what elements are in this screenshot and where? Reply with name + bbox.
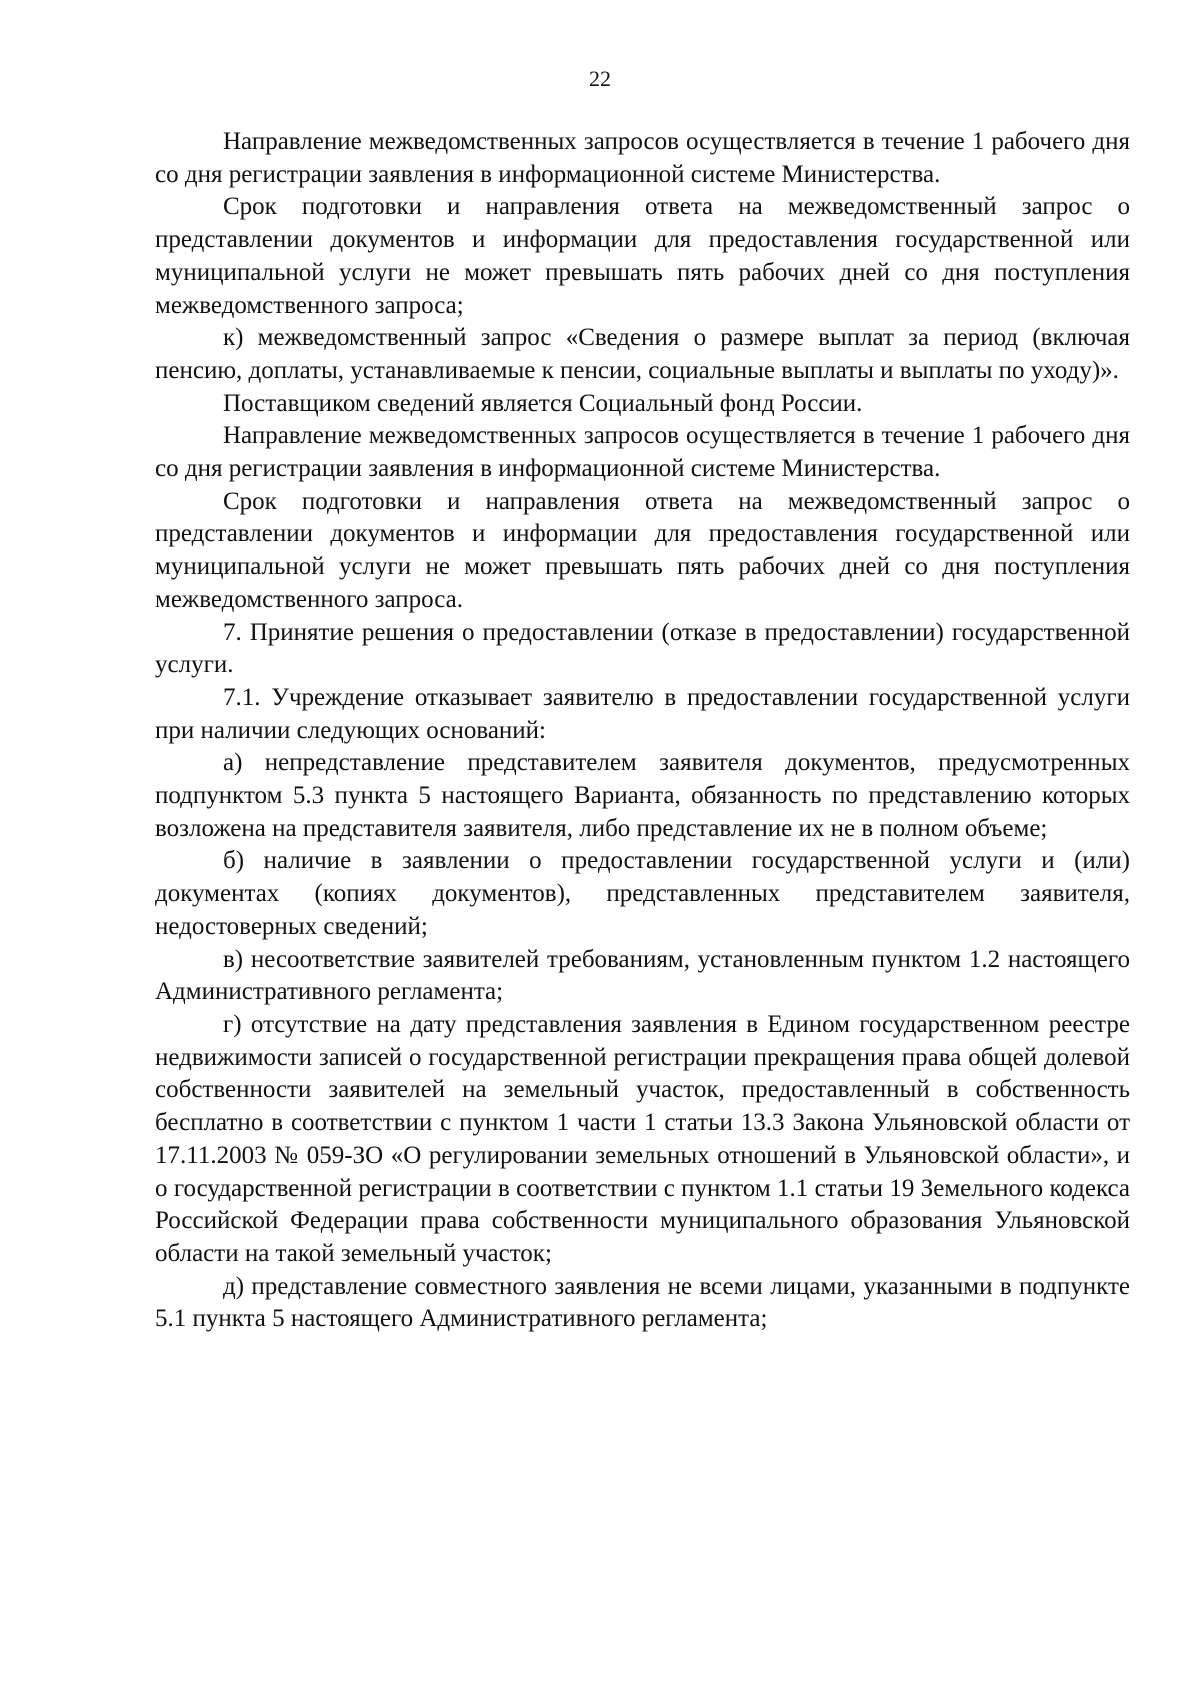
page-number: 22	[589, 66, 611, 91]
paragraph-interagency-request-timing-2: Направление межведомственных запросов осуществляется в течение 1 рабочего дня со дня регистрации заявления в информационной системе Министерства.	[155, 422, 1130, 483]
document-body	[155, 126, 1130, 1336]
paragraph-ground-b: б) наличие в заявлении о предоставлении государственной услуги и (или) документах (копиях документов), представленных представителем заявителя, недостоверных сведений;	[155, 847, 1130, 940]
paragraph-ground-d: д) представление совместного заявления не всеми лицами, указанными в подпункте 5.1 пункта 5 настоящего Административного регламента;	[155, 1272, 1130, 1333]
paragraph-section-7: 7. Принятие решения о предоставлении (отказе в предоставлении) государственной услуги.	[155, 618, 1130, 679]
paragraph-response-deadline-2: Срок подготовки и направления ответа на межведомственный запрос о представлении документов и информации для предоставления государственной или муниципальной услуги не может превышать пять рабочих дней со дня поступления межведомственного запроса.	[155, 487, 1130, 613]
paragraph-interagency-request-timing: Направление межведомственных запросов осуществляется в течение 1 рабочего дня со дня регистрации заявления в информационной системе Министерства.	[155, 128, 1130, 188]
paragraph-ground-a: а) непредставление представителем заявителя документов, предусмотренных подпунктом 5.3 пункта 5 настоящего Варианта, обязанность по представлению которых возложена на представителя заявителя, либо представление их не в полном объеме;	[155, 749, 1130, 842]
paragraph-ground-v: в) несоответствие заявителей требованиям, установленным пунктом 1.2 настоящего Административного регламента;	[155, 945, 1130, 1006]
paragraph-response-deadline: Срок подготовки и направления ответа на межведомственный запрос о представлении документов и информации для предоставления государственной или муниципальной услуги не может превышать пять рабочих дней со дня поступления межведомственного запроса;	[155, 193, 1130, 319]
paragraph-section-7-1: 7.1. Учреждение отказывает заявителю в предоставлении государственной услуги при наличии следующих оснований:	[155, 683, 1130, 744]
paragraph-data-provider: Поставщиком сведений является Социальный фонд России.	[223, 389, 863, 417]
paragraph-item-k: к) межведомственный запрос «Сведения о размере выплат за период (включая пенсию, доплаты, устанавливаемые к пенсии, социальные выплаты и выплаты по уходу)».	[155, 324, 1130, 384]
paragraph-ground-g: г) отсутствие на дату представления заявления в Едином государственном реестре недвижимости записей о государственной регистрации прекращения права общей долевой собственности заявителей на земельный участок, предоставленный в собственность бесплатно в соответствии с пунктом 1 части 1 статьи 13.3 Закона Ульяновской области от 17.11.2003 № 059-ЗО «О регулировании земельных отношений в Ульяновской области», и о государственной регистрации в соответствии с пунктом 1.1 статьи 19 Земельного кодекса Российской Федерации права собственности муниципального образования Ульяновской области на такой земельный участок;	[155, 1010, 1130, 1267]
